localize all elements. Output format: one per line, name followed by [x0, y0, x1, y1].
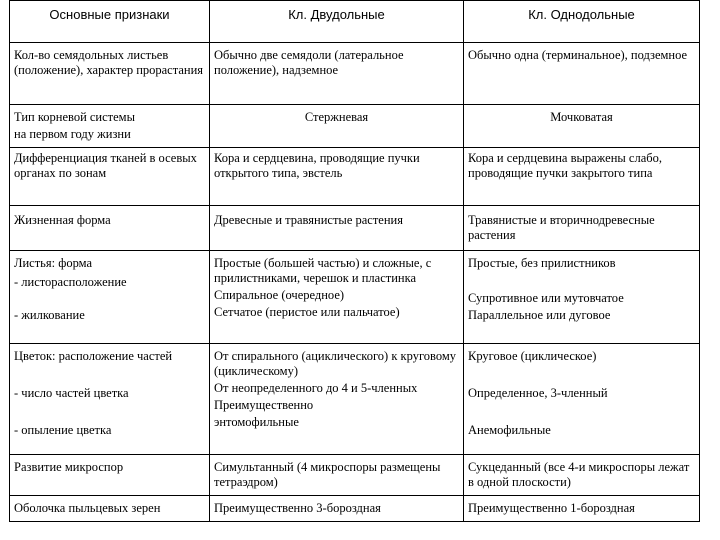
cell-feature: [10, 43, 210, 105]
table-row: [10, 148, 700, 206]
cell-feature: [10, 455, 210, 496]
cell-text: энтомофильные: [214, 415, 299, 429]
cell-text: Древесные и травянистые растения: [214, 213, 403, 227]
cell-text: Кора и сердцевина, проводящие пучки открытого типа, эвстель: [214, 151, 420, 180]
cell-feature: [10, 148, 210, 206]
cell-text: Цветок: расположение частей: [14, 349, 173, 363]
cell-text: Кора и сердцевина выражены слабо, проводящие пучки закрытого типа: [468, 151, 662, 180]
cell-text: Листья: форма: [14, 256, 93, 270]
cell-monocots: [464, 148, 700, 206]
cell-monocots: [464, 206, 700, 251]
cell-text: От неопределенного до 4 и 5-членных: [214, 381, 418, 395]
cell-dicots: [210, 251, 464, 344]
cell-text: Простые (большей частью) и сложные, с прилистниками, черешок и пластинка: [214, 256, 432, 285]
cell-dicots: [210, 455, 464, 496]
cell-text: Сукцеданный (все 4-и микроспоры лежат в одной плоскости): [468, 460, 690, 489]
cell-text: Анемофильные: [468, 423, 551, 437]
cell-monocots: [464, 496, 700, 522]
cell-text: Обычно одна (терминальное), подземное: [468, 48, 688, 62]
cell-text: - опыление цветка: [14, 423, 112, 437]
cell-text: Тип корневой системы: [14, 110, 135, 124]
cell-monocots: [464, 455, 700, 496]
cell-text: Симультанный (4 микроспоры размещены тетраэдром): [214, 460, 441, 489]
cell-monocots: [464, 43, 700, 105]
comparison-table: [9, 0, 700, 522]
cell-text: Сетчатое (перистое или пальчатое): [214, 305, 400, 319]
cell-text: Круговое (циклическое): [468, 349, 597, 363]
cell-dicots: [210, 206, 464, 251]
cell-text: От спирального (ациклического) к круговому (циклическому): [214, 349, 457, 378]
cell-dicots: [210, 148, 464, 206]
cell-text: Оболочка пыльцевых зерен: [14, 501, 161, 515]
cell-text: Мочковатая: [550, 110, 613, 124]
cell-dicots: [210, 496, 464, 522]
cell-monocots: [464, 344, 700, 455]
cell-dicots: [210, 43, 464, 105]
cell-feature: [10, 496, 210, 522]
cell-text: Простые, без прилистников: [468, 256, 616, 270]
header-dicots: Кл. Двудольные: [210, 1, 464, 43]
cell-feature: [10, 344, 210, 455]
cell-text: Обычно две семядоли (латеральное положение), надземное: [214, 48, 404, 77]
header-monocots: Кл. Однодольные: [464, 1, 700, 43]
cell-text: Супротивное или мутовчатое: [468, 291, 624, 305]
cell-text: Развитие микроспор: [14, 460, 124, 474]
cell-text: - жилкование: [14, 308, 85, 322]
cell-monocots: [464, 105, 700, 148]
table-row: [10, 105, 700, 148]
cell-dicots: [210, 344, 464, 455]
cell-text: Преимущественно 1-бороздная: [468, 501, 635, 515]
table-row: [10, 43, 700, 105]
cell-text: Определенное, 3-членный: [468, 386, 608, 400]
cell-text: Травянистые и вторичнодревесные растения: [468, 213, 655, 242]
header-features: Основные признаки: [10, 1, 210, 43]
cell-text: на первом году жизни: [14, 127, 131, 141]
cell-text: Стержневая: [304, 110, 369, 124]
cell-text: Спиральное (очередное): [214, 288, 345, 302]
cell-text: Преимущественно: [214, 398, 314, 412]
cell-text: - листорасположение: [14, 275, 127, 289]
table-row: [10, 206, 700, 251]
cell-text: Кол-во семядольных листьев (положение), характер прорастания: [14, 48, 204, 77]
table-row: [10, 496, 700, 522]
cell-text: Жизненная форма: [14, 213, 111, 227]
cell-feature: [10, 206, 210, 251]
cell-feature: [10, 251, 210, 344]
cell-feature: [10, 105, 210, 148]
cell-text: Параллельное или дуговое: [468, 308, 611, 322]
table-row: [10, 251, 700, 344]
table-row: [10, 455, 700, 496]
cell-text: Преимущественно 3-бороздная: [214, 501, 381, 515]
table-row: [10, 344, 700, 455]
cell-dicots: [210, 105, 464, 148]
cell-text: - число частей цветка: [14, 386, 129, 400]
cell-monocots: [464, 251, 700, 344]
cell-text: Дифференциация тканей в осевых органах по зонам: [14, 151, 197, 180]
header-row: [10, 1, 700, 43]
